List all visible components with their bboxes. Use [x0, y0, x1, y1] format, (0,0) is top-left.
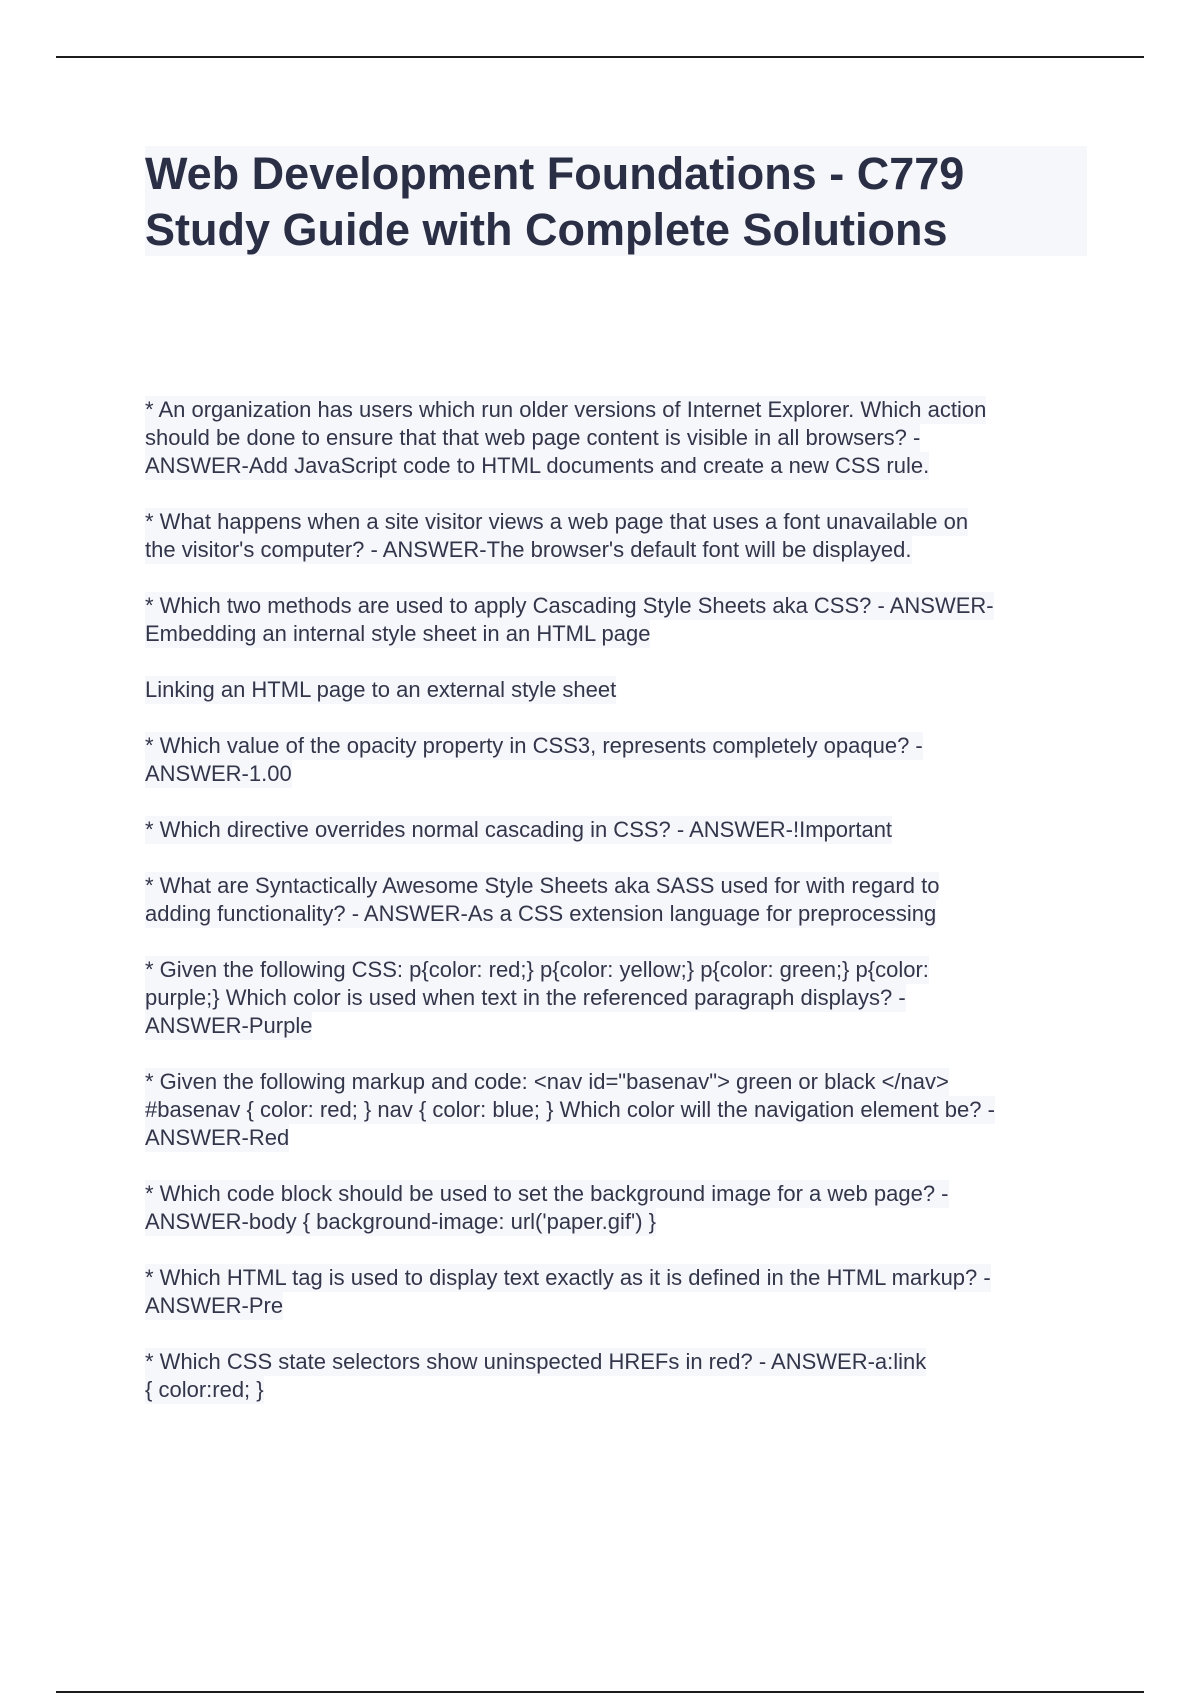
qa-item	[145, 1264, 1085, 1320]
qa-item	[145, 592, 1085, 648]
qa-item	[145, 1348, 1085, 1404]
qa-line: * Which directive overrides normal cascading in CSS? - ANSWER-!Important	[145, 817, 893, 842]
qa-line: * What happens when a site visitor views a web page that uses a font unavailable on	[145, 509, 969, 534]
qa-line: Linking an HTML page to an external style sheet	[145, 677, 617, 702]
qa-line: purple;} Which color is used when text in the referenced paragraph displays? -	[145, 985, 906, 1010]
bottom-rule	[56, 1691, 1144, 1693]
qa-line: Embedding an internal style sheet in an HTML page	[145, 621, 651, 646]
qa-line: ANSWER-body { background-image: url('paper.gif') }	[145, 1209, 656, 1234]
qa-item	[145, 676, 1085, 704]
qa-line: adding functionality? - ANSWER-As a CSS extension language for preprocessing	[145, 901, 937, 926]
qa-line: * Which value of the opacity property in CSS3, represents completely opaque? -	[145, 733, 923, 758]
qa-line: the visitor's computer? - ANSWER-The browser's default font will be displayed.	[145, 537, 912, 562]
title-line-2: Study Guide with Complete Solutions	[145, 204, 948, 255]
qa-line: * An organization has users which run older versions of Internet Explorer. Which action	[145, 397, 987, 422]
qa-item	[145, 872, 1085, 928]
qa-line: ANSWER-Pre	[145, 1293, 284, 1318]
qa-item	[145, 508, 1085, 564]
qa-line: * Which two methods are used to apply Cascading Style Sheets aka CSS? - ANSWER-	[145, 593, 994, 618]
question-answer-list	[145, 396, 1085, 1432]
document-title	[145, 146, 1087, 256]
qa-line: * What are Syntactically Awesome Style Sheets aka SASS used for with regard to	[145, 873, 940, 898]
qa-line: * Given the following CSS: p{color: red;} p{color: yellow;} p{color: green;} p{color:	[145, 957, 929, 982]
qa-item	[145, 396, 1085, 480]
qa-line: ANSWER-1.00	[145, 761, 292, 786]
qa-line: * Which HTML tag is used to display text exactly as it is defined in the HTML markup? -	[145, 1265, 991, 1290]
qa-item	[145, 732, 1085, 788]
qa-line: { color:red; }	[145, 1377, 264, 1402]
qa-line: ANSWER-Purple	[145, 1013, 313, 1038]
qa-line: * Which code block should be used to set the background image for a web page? -	[145, 1181, 949, 1206]
qa-line: ANSWER-Add JavaScript code to HTML documents and create a new CSS rule.	[145, 453, 930, 478]
qa-line: #basenav { color: red; } nav { color: blue; } Which color will the navigation element be? -	[145, 1097, 995, 1122]
qa-line: should be done to ensure that that web page content is visible in all browsers? -	[145, 425, 921, 450]
qa-line: ANSWER-Red	[145, 1125, 290, 1150]
qa-line: * Which CSS state selectors show uninspected HREFs in red? - ANSWER-a:link	[145, 1349, 927, 1374]
qa-item	[145, 1068, 1085, 1152]
qa-item	[145, 1180, 1085, 1236]
qa-item	[145, 816, 1085, 844]
top-rule	[56, 56, 1144, 58]
title-line-1: Web Development Foundations - C779	[145, 148, 965, 199]
qa-line: * Given the following markup and code: <nav id="basenav"> green or black </nav>	[145, 1069, 949, 1094]
qa-item	[145, 956, 1085, 1040]
